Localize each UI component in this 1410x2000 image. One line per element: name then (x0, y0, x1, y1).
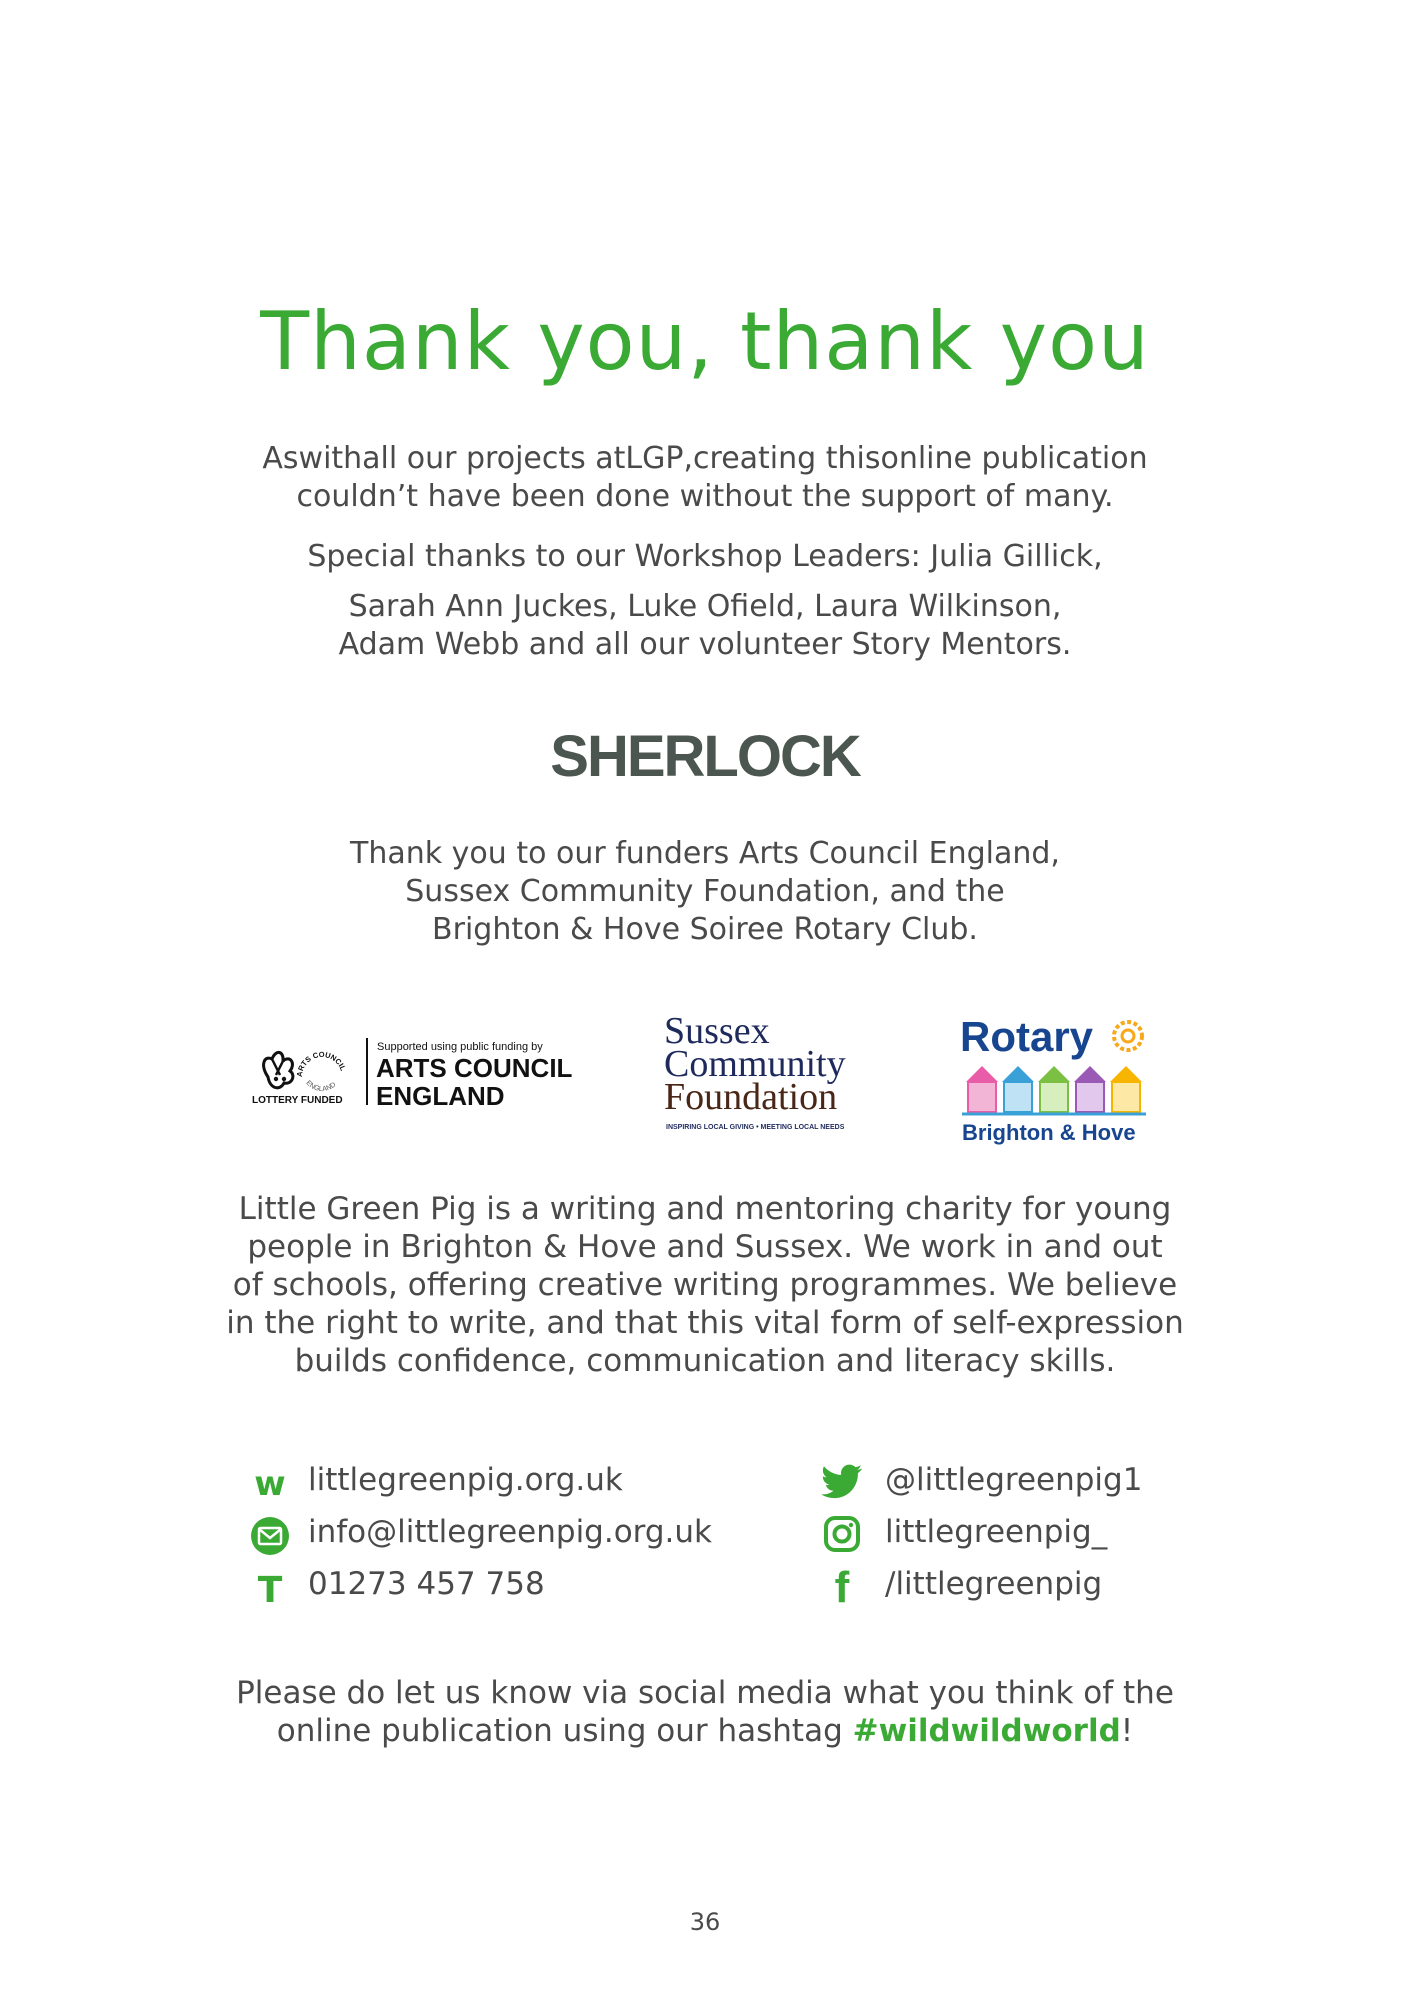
ring-top-text: ARTS COUNCIL (294, 1049, 348, 1078)
cta-prefix: online publication using our hashtag (276, 1713, 853, 1749)
sherlock-sponsor-logo: SHERLOCK (550, 724, 860, 789)
rotary-wheel-icon (1114, 1022, 1142, 1050)
thanks-heading-line (0, 538, 1410, 576)
funders-paragraph (0, 835, 1410, 949)
svg-text:ENGLAND (304, 1080, 337, 1094)
arts-council-logo (250, 1025, 580, 1125)
website-icon (248, 1462, 292, 1506)
facebook-icon (820, 1563, 864, 1612)
twitter-handle[interactable]: @littlegreenpig1 (885, 1462, 1143, 1498)
intro-line: Aswithall our projects atLGP,creating thisonline publication (262, 441, 1148, 476)
hashtag-link[interactable]: #wildwildworld (852, 1713, 1121, 1749)
intro-paragraph (0, 440, 1410, 516)
arts-council-name-1: ARTS COUNCIL (376, 1053, 573, 1083)
instagram-icon (820, 1512, 864, 1556)
funders-line: Brighton & Hove Soiree Rotary Club. (432, 912, 978, 947)
rotary-brighton-hove-logo (960, 1010, 1160, 1145)
twitter-icon (820, 1460, 864, 1504)
about-line: of schools, offering creative writing programmes. We believe (232, 1267, 1178, 1303)
instagram-handle[interactable]: littlegreenpig_ (885, 1514, 1108, 1550)
sussex-line-2: Community (664, 1043, 846, 1085)
about-line: people in Brighton & Hove and Sussex. We work in and out (247, 1229, 1163, 1265)
cta-line: Please do let us know via social media what you think of the (236, 1675, 1174, 1711)
about-line: Little Green Pig is a writing and mentoring charity for young (238, 1191, 1172, 1227)
phone-icon-letter: T (257, 1569, 283, 1611)
email-link[interactable]: info@littlegreenpig.org.uk (308, 1514, 713, 1550)
sussex-community-foundation-logo (660, 1008, 890, 1143)
thanks-line: Sarah Ann Juckes, Luke Ofield, Laura Wilkinson, (348, 589, 1062, 624)
lottery-funded-text: LOTTERY FUNDED (252, 1095, 343, 1106)
facebook-handle[interactable]: /littlegreenpig (885, 1566, 1103, 1602)
ring-bottom-text: ENGLAND (304, 1079, 338, 1094)
thanks-paragraph (0, 588, 1410, 664)
svg-text:ARTS COUNCIL (295, 1050, 348, 1077)
email-icon (248, 1514, 292, 1558)
phone-icon (248, 1568, 292, 1612)
arts-council-name-2: ENGLAND (376, 1081, 505, 1111)
funders-line: Thank you to our funders Arts Council England, (350, 836, 1060, 871)
cta-line-2 (0, 1712, 1410, 1750)
lottery-fingers-icon (250, 1025, 580, 1125)
beach-huts-icon (962, 1066, 1146, 1114)
about-line: in the right to write, and that this vital form of self-expression (226, 1305, 1184, 1341)
sussex-line-3: Foundation (664, 1076, 838, 1118)
rotary-name: Rotary (960, 1013, 1094, 1060)
facebook-icon-letter: f (834, 1563, 850, 1612)
thanks-line: Special thanks to our Workshop Leaders: Julia Gillick, (307, 539, 1103, 574)
page-number: 36 (689, 1908, 721, 1936)
cta-suffix: ! (1120, 1713, 1134, 1749)
about-line: builds confidence, communication and literacy skills. (294, 1343, 1116, 1379)
funders-line: Sussex Community Foundation, and the (405, 874, 1005, 909)
website-link[interactable]: littlegreenpig.org.uk (308, 1462, 623, 1498)
thanks-line: Adam Webb and all our volunteer Story Mentors. (338, 627, 1072, 662)
rotary-place: Brighton & Hove (962, 1120, 1136, 1145)
phone-number[interactable]: 01273 457 758 (308, 1566, 545, 1602)
sussex-line-1: Sussex (664, 1010, 770, 1052)
supported-text: Supported using public funding by (377, 1041, 543, 1053)
page-title: Thank you, thank you (260, 295, 1150, 388)
about-paragraph (0, 1190, 1410, 1380)
call-to-action (0, 1674, 1410, 1750)
website-icon-letter: w (254, 1464, 286, 1504)
sussex-tagline: INSPIRING LOCAL GIVING • MEETING LOCAL NEEDS (666, 1124, 845, 1131)
intro-line: couldn’t have been done without the support of many. (296, 479, 1114, 514)
